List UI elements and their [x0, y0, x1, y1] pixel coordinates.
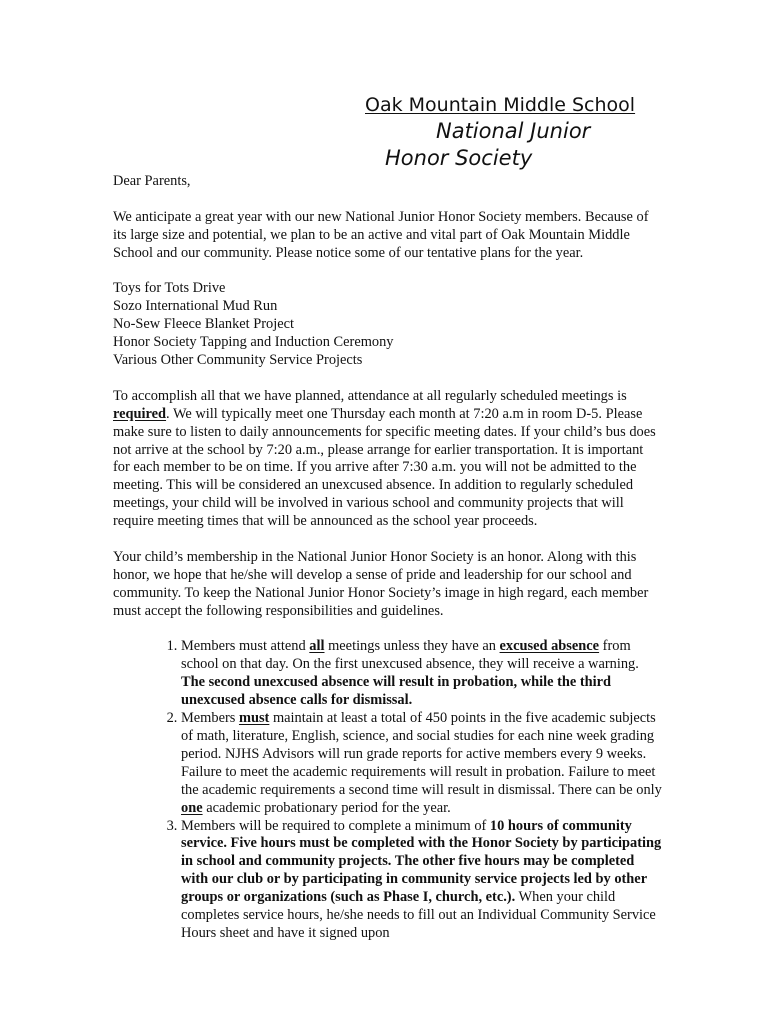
society-title-line-2: Honor Society	[385, 146, 533, 170]
rule-text: meetings unless they have an	[324, 638, 500, 655]
rule-text: academic probationary period for the year.	[202, 799, 451, 816]
rule-emphasis: all	[309, 638, 325, 655]
rule-item-1	[181, 638, 663, 710]
rule-bold-text: 10 hours of community service. Five hours must be completed with the Honor Society by participating in school and community projects. The other five hours may be completed with our club or by participating in community service projects led by other groups or organizations (such as Phase I, church, etc.).	[181, 817, 662, 906]
plan-item: Honor Society Tapping and Induction Ceremony	[113, 334, 394, 351]
salutation: Dear Parents,	[113, 173, 191, 189]
rule-text: from school on that day. On the first unexcused absence, they will receive a warning.	[181, 638, 639, 673]
rule-text: When your child completes service hours, he/she needs to fill out an Individual Community Service Hours sheet and have it signed upon	[181, 889, 656, 941]
plans-list	[113, 280, 663, 370]
rule-text: Members will be required to complete a minimum of	[181, 817, 490, 834]
rule-emphasis: must	[238, 710, 270, 727]
required-emphasis: required	[113, 405, 167, 422]
rule-text: Members must attend	[181, 638, 310, 655]
plan-item: Toys for Tots Drive	[113, 280, 226, 297]
rules-list	[113, 638, 663, 942]
plan-item: No-Sew Fleece Blanket Project	[113, 316, 295, 333]
attendance-text-2: . We will typically meet one Thursday each month at 7:20 a.m in room D-5. Please make sure to listen to daily announcements for specific meeting dates. If your child’s bus does not arrive at the school by 7:20 a.m., please arrange for earlier transportation. It is important for each member to be on time. If you arrive after 7:30 a.m. you will not be admitted to the meeting. This will be considered an unexcused absence. In addition to regularly scheduled meetings, your child will be involved in various school and community projects that will require meeting times that will be announced as the school year proceeds.	[113, 405, 656, 530]
school-name-heading: Oak Mountain Middle School	[365, 94, 636, 116]
rule-bold-text: The second unexcused absence will result in probation, while the third unexcused absence calls for dismissal.	[181, 674, 612, 709]
plan-item: Various Other Community Service Projects	[113, 352, 363, 369]
intro-paragraph: We anticipate a great year with our new National Junior Honor Society members. Because of its large size and potential, we plan to be an active and vital part of Oak Mountain Middle School and our community. Please notice some of our tentative plans for the year.	[113, 208, 649, 261]
rule-item-3	[181, 818, 663, 943]
attendance-text-1: To accomplish all that we have planned, attendance at all regularly scheduled meetings is	[113, 387, 627, 404]
society-title-line-1: National Junior	[436, 119, 591, 143]
rule-emphasis: excused absence	[499, 638, 600, 655]
rule-text: maintain at least a total of 450 points in the five academic subjects of math, literature, English, science, and social studies for each nine week grading period. NJHS Advisors will run grade reports for active members every 9 weeks. Failure to meet the academic requirements will result in probation. Failure to meet the academic requirements a second time will result in dismissal. There can be only	[181, 710, 662, 798]
rule-item-2	[181, 710, 663, 817]
rule-emphasis: one	[181, 799, 203, 816]
letter-body	[113, 173, 663, 943]
rule-text: Members	[181, 710, 239, 727]
attendance-paragraph	[113, 388, 663, 531]
plan-item: Sozo International Mud Run	[113, 298, 278, 315]
membership-paragraph: Your child’s membership in the National Junior Honor Society is an honor. Along with this honor, we hope that he/she will develop a sense of pride and leadership for our school and community. To keep the National Junior Honor Society’s image in high regard, each member must accept the following responsibilities and guidelines.	[113, 548, 649, 619]
